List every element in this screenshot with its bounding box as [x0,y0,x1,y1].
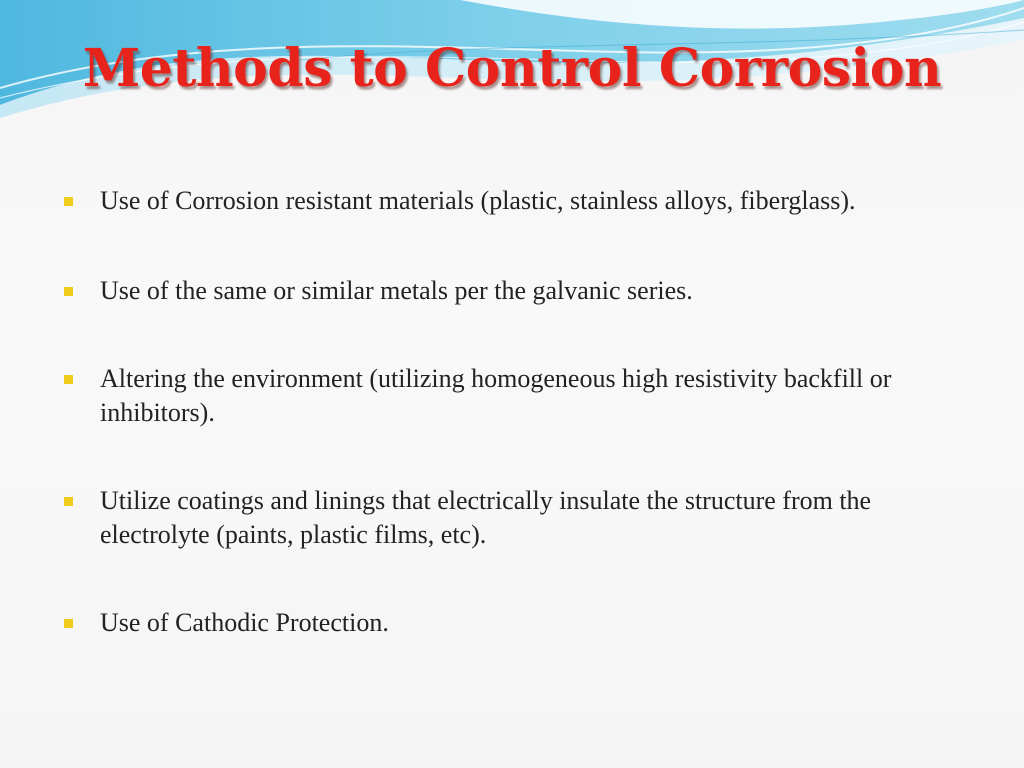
bullet-item [60,274,980,308]
bullet-text: Use of the same or similar metals per the galvanic series. [100,276,693,305]
bullet-text: Use of Corrosion resistant materials (plastic, stainless alloys, fiberglass). [100,186,856,215]
bullet-item [60,484,980,552]
bullet-text: Utilize coatings and linings that electrically insulate the structure from the electrolyte (paints, plastic films, etc). [100,486,872,549]
square-bullet-icon [64,619,73,628]
bullet-item [60,606,980,640]
bullet-item [60,362,980,430]
bullet-item [60,184,980,218]
square-bullet-icon [64,197,73,206]
slide-title: Methods to Control Corrosion [82,38,942,99]
bullet-text: Altering the environment (utilizing homogeneous high resistivity backfill or inhibitors). [100,364,892,427]
square-bullet-icon [64,375,73,384]
square-bullet-icon [64,287,73,296]
square-bullet-icon [64,497,73,506]
bullet-text: Use of Cathodic Protection. [100,608,389,637]
